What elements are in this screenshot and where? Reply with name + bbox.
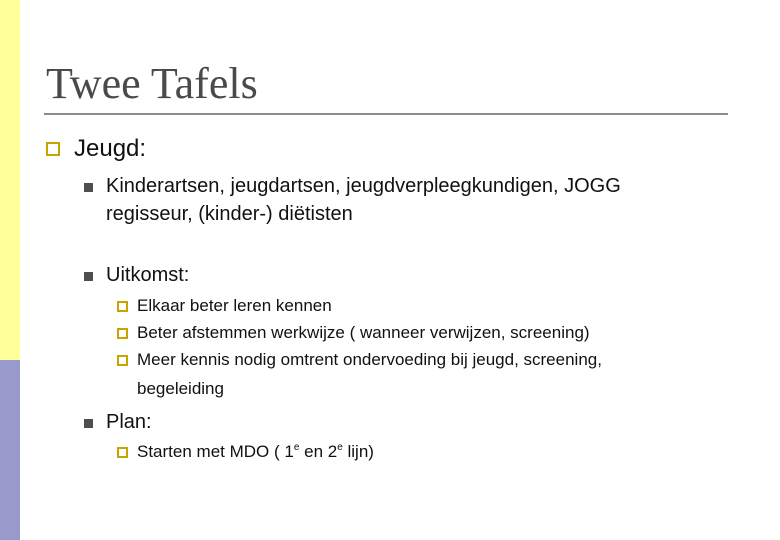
item3-sub: Starten met MDO ( 1e en 2e lijn) <box>137 442 374 461</box>
square-bullet-icon <box>117 447 128 458</box>
filled-square-bullet-icon <box>84 272 93 281</box>
title-underline <box>44 113 728 115</box>
item1-line2: regisseur, (kinder-) diëtisten <box>106 203 353 225</box>
level1-label: Jeugd: <box>74 135 147 162</box>
square-bullet-icon <box>117 328 128 339</box>
item2-label: Uitkomst: <box>106 264 190 286</box>
side-band-top <box>0 0 20 360</box>
square-bullet-icon <box>117 301 128 312</box>
filled-square-bullet-icon <box>84 419 93 428</box>
side-band-bottom <box>0 360 20 540</box>
item2-sub2: Beter afstemmen werkwijze ( wanneer verwijzen, screening) <box>137 323 590 342</box>
filled-square-bullet-icon <box>84 183 93 192</box>
square-bullet-icon <box>46 142 60 156</box>
square-bullet-icon <box>117 355 128 366</box>
item2-sub3-line1: Meer kennis nodig omtrent ondervoeding bij jeugd, screening, <box>137 350 602 369</box>
item2-sub3-line2: begeleiding <box>137 379 224 398</box>
slide-title: Twee Tafels <box>46 59 258 108</box>
item3-label: Plan: <box>106 411 152 433</box>
item1-line1: Kinderartsen, jeugdartsen, jeugdverpleegkundigen, JOGG <box>106 175 621 197</box>
item2-sub1: Elkaar beter leren kennen <box>137 296 332 315</box>
